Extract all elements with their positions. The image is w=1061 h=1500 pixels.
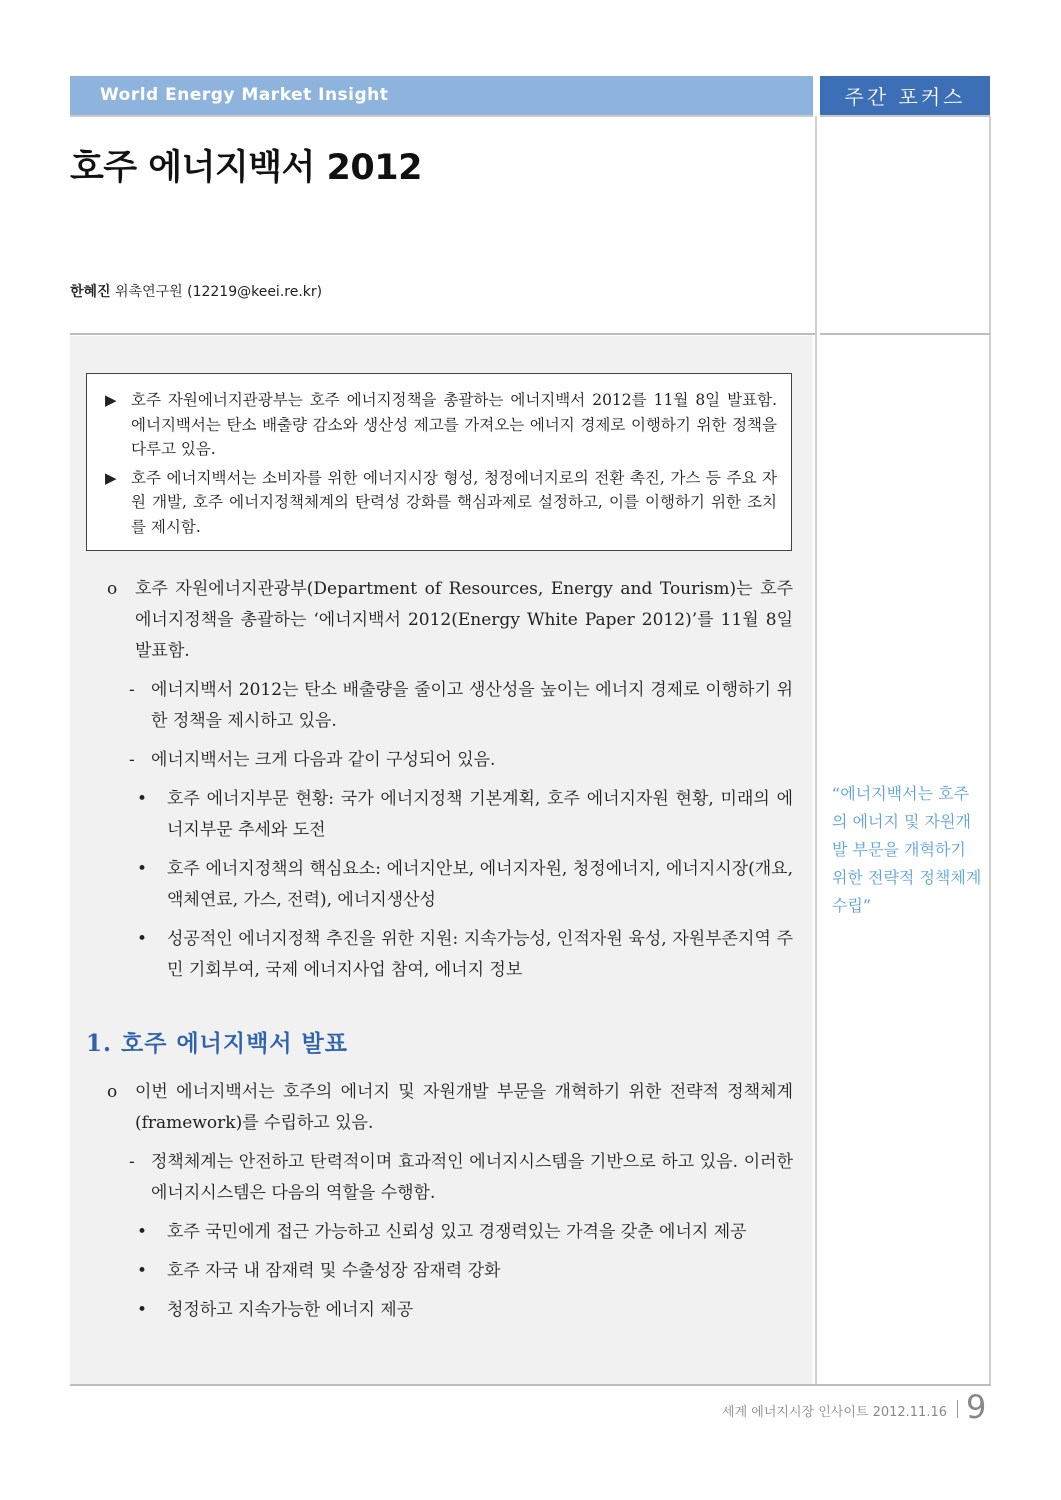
- bullet-item: [105, 1256, 793, 1287]
- body-block-section1: [105, 1077, 793, 1326]
- bullet-marker: •: [137, 1222, 148, 1242]
- bullet-text: 청정하고 지속가능한 에너지 제공: [167, 1300, 414, 1320]
- body-block-intro: [105, 574, 793, 986]
- arrow-icon: ▶: [105, 391, 117, 409]
- paragraph-text: 이번 에너지백서는 호주의 에너지 및 자원개발 부문을 개혁하기 위한 전략적 정책체계(framework)를 수립하고 있음.: [135, 1082, 793, 1133]
- dash-text: 에너지백서 2012는 탄소 배출량을 줄이고 생산성을 높이는 에너지 경제로 이행하기 위한 정책을 제시하고 있음.: [151, 680, 793, 731]
- dash-marker: -: [129, 750, 135, 770]
- sidebar-top-rule: [820, 333, 990, 335]
- author-role: 위촉연구원 (12219@keei.re.kr): [115, 284, 323, 300]
- dash-item: [105, 675, 793, 737]
- header-rule-left: [70, 115, 813, 117]
- header-rule-right: [820, 115, 990, 117]
- bullet-marker: •: [137, 859, 148, 879]
- summary-text: 호주 자원에너지관광부는 호주 에너지정책을 총괄하는 에너지백서 2012를 11월 8일 발표함. 에너지백서는 탄소 배출량 감소와 생산성 제고를 가져오는 에너지 경제로 이행하기 위한 정책을 다루고 있음.: [131, 391, 777, 458]
- bullet-item: [105, 854, 793, 916]
- bullet-text: 호주 자국 내 잠재력 및 수출성장 잠재력 강화: [167, 1261, 501, 1281]
- bullet-text: 성공적인 에너지정책 추진을 위한 지원: 지속가능성, 인적자원 육성, 자원부존지역 주민 기회부여, 국제 에너지사업 참여, 에너지 정보: [167, 929, 793, 980]
- author-name: 한혜진: [70, 284, 111, 300]
- summary-text: 호주 에너지백서는 소비자를 위한 에너지시장 형성, 청정에너지로의 전환 촉진, 가스 등 주요 자원 개발, 호주 에너지정책체계의 탄력성 강화를 핵심과제로 설정하고, 이를 이행하기 위한 조치를 제시함.: [131, 468, 777, 536]
- article-title: 호주 에너지백서 2012: [70, 148, 422, 188]
- circle-marker: o: [107, 579, 118, 599]
- paragraph-text: 호주 자원에너지관광부(Department of Resources, Energy and Tourism)는 호주 에너지정책을 총괄하는 ‘에너지백서 2012(Energy White Paper 2012)’를 11월 8일 발표함.: [135, 579, 793, 661]
- footer-separator: [957, 1400, 958, 1418]
- bullet-item: [105, 1217, 793, 1248]
- footer-publication: 세계 에너지시장 인사이트 2012.11.16: [722, 1405, 947, 1420]
- series-title: World Energy Market Insight: [100, 85, 389, 105]
- footer-rule: [70, 1384, 991, 1386]
- header-bar: [70, 76, 813, 115]
- bullet-text: 호주 에너지부문 현황: 국가 에너지정책 기본계획, 호주 에너지자원 현황, 미래의 에너지부문 추세와 도전: [167, 789, 793, 840]
- bullet-item: [105, 1295, 793, 1326]
- bullet-item: [105, 924, 793, 986]
- bullet-marker: •: [137, 1261, 148, 1281]
- paragraph: [105, 574, 793, 667]
- content-top-rule: [70, 333, 815, 335]
- dash-item: [105, 745, 793, 776]
- author-line: [70, 281, 322, 301]
- summary-box: [86, 373, 792, 551]
- arrow-icon: ▶: [105, 468, 117, 487]
- dash-marker: -: [129, 680, 135, 700]
- bullet-marker: •: [137, 929, 148, 949]
- paragraph: [105, 1077, 793, 1139]
- bullet-text: 호주 국민에게 접근 가능하고 신뢰성 있고 경쟁력있는 가격을 갖춘 에너지 제공: [167, 1222, 747, 1242]
- bullet-marker: •: [137, 789, 148, 809]
- sidebar-pull-quote: “에너지백서는 호주의 에너지 및 자원개발 부문을 개혁하기 위한 전략적 정책체계 수립”: [832, 784, 982, 915]
- bullet-text: 호주 에너지정책의 핵심요소: 에너지안보, 에너지자원, 청정에너지, 에너지시장(개요, 액체연료, 가스, 전력), 에너지생산성: [167, 859, 793, 910]
- section-heading: 1. 호주 에너지백서 발표: [86, 1030, 348, 1057]
- section-tag: 주간 포커스: [820, 76, 990, 115]
- page-number: 9: [966, 1388, 987, 1426]
- bullet-marker: •: [137, 1300, 148, 1320]
- dash-item: [105, 1147, 793, 1209]
- summary-item: [105, 388, 777, 462]
- dash-text: 에너지백서는 크게 다음과 같이 구성되어 있음.: [151, 750, 496, 770]
- dash-marker: -: [129, 1152, 135, 1172]
- summary-item: [105, 466, 777, 540]
- column-divider: [815, 116, 817, 1384]
- circle-marker: o: [107, 1082, 118, 1102]
- bullet-item: [105, 784, 793, 846]
- dash-text: 정책체계는 안전하고 탄력적이며 효과적인 에너지시스템을 기반으로 하고 있음. 이러한 에너지시스템은 다음의 역할을 수행함.: [151, 1152, 793, 1203]
- right-border: [989, 116, 991, 1386]
